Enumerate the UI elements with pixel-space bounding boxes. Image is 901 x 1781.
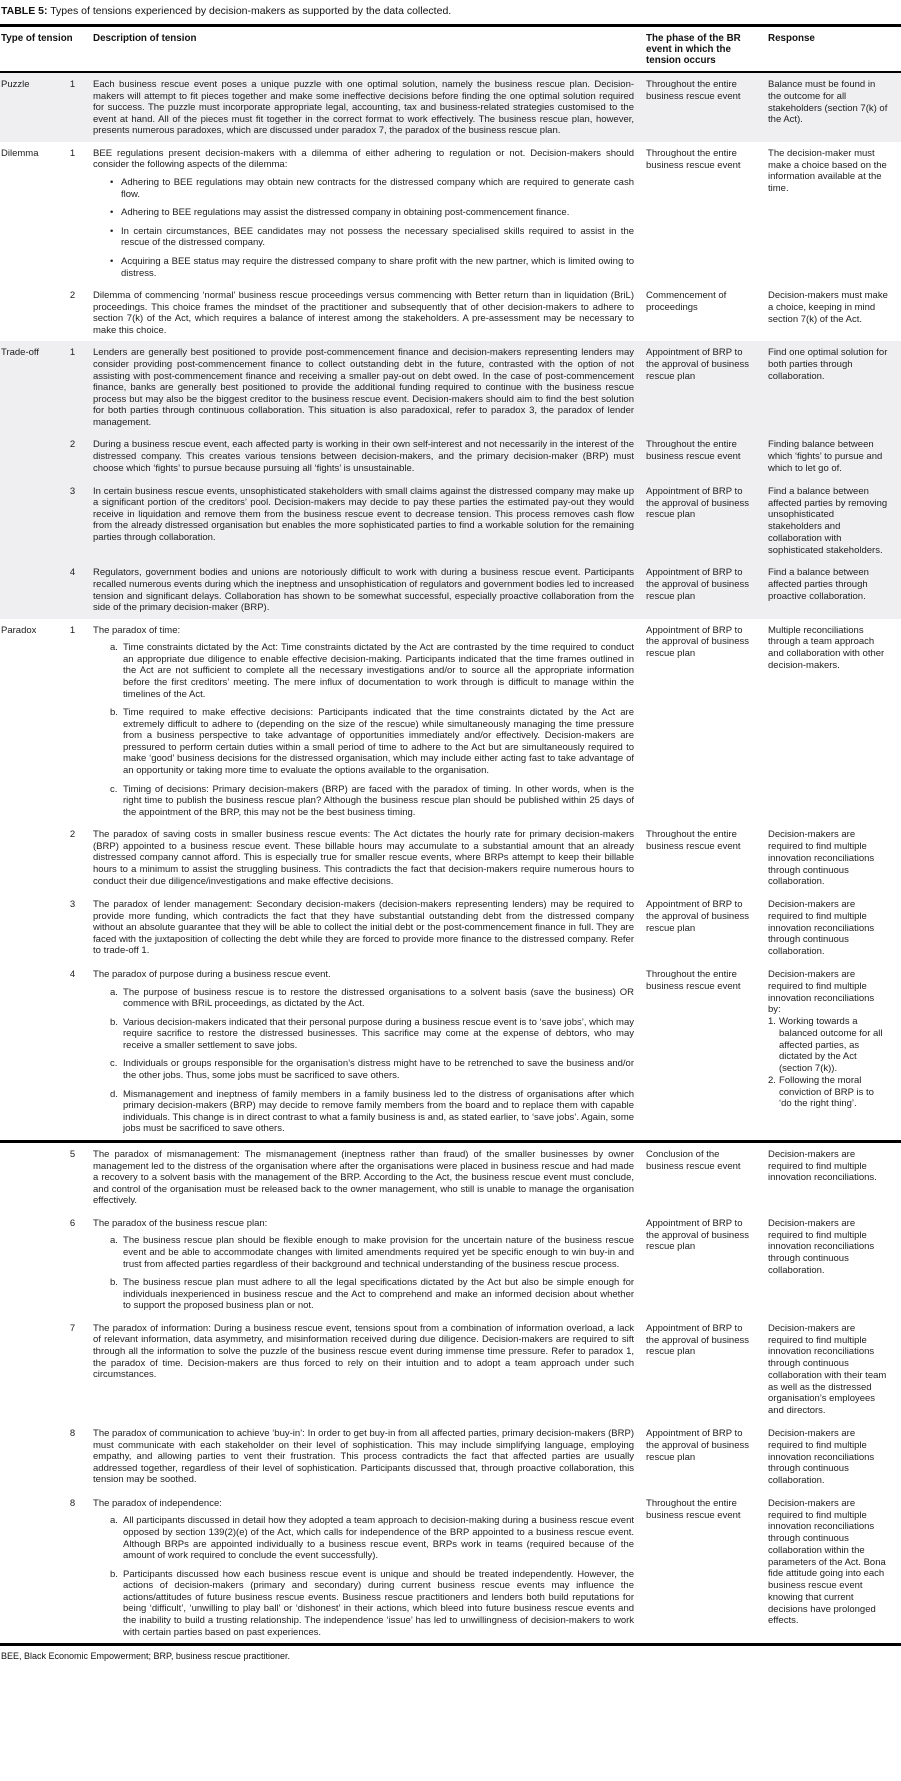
tension-type-cell [0, 561, 52, 618]
description-cell [93, 480, 646, 562]
description-paragraph: The paradox of communication to achieve ‘buy-in’: In order to get buy-in from all affected parties, primary decision-makers (BRP) must communicate with each stakeholder on their level of sophistication. This may include simplifying language, employing empathy, and allowing parties to vent their frustration. This process contradicts the fact that affected parties are usually addressed together, regardless of their level of sophistication. Participants discussed that, through proactive collaboration, this tension may be soothed. [93, 1427, 635, 1486]
description-paragraph: During a business rescue event, each affected party is working in their own self-interest and not necessarily in the interest of the distressed company. This creates various tensions between decision-makers, and the primary decision-maker (BRP) must choose which ‘fights’ to pursue because pursuing all ‘fights’ is unsustainable. [93, 439, 635, 474]
tension-number-cell: 2 [69, 829, 76, 841]
tension-type-cell [0, 284, 52, 341]
description-paragraph: The paradox of information: During a business rescue event, tensions spout from a combination of information overload, a lack of relevant information, data asymmetry, and misinformation received during due diligence. Decision-makers are required to sift through all the information to solve the puzzle of the business rescue event during immense time pressure. Refer to paradox 1, the paradox of time. Decision-makers are thus forced to rely on their intuition and to adopt a team approach under such circumstances. [93, 1322, 635, 1381]
response-paragraph: Decision-makers are required to find multiple innovation reconciliations by: [768, 968, 875, 1016]
phase-cell: Throughout the entire business rescue event [646, 439, 741, 463]
lettered-list [110, 642, 634, 818]
number-marker: 1. [768, 1016, 776, 1028]
phase-cell: Throughout the entire business rescue event [646, 79, 741, 102]
letter-marker: a. [110, 1515, 118, 1527]
response-paragraph: Decision-makers are required to find multiple innovation reconciliations through continuous collaboration. [768, 1217, 875, 1276]
response-cell [768, 341, 901, 433]
tension-type-cell: Puzzle [1, 79, 30, 90]
description-cell [93, 1492, 646, 1645]
description-paragraph: BEE regulations present decision-makers with a dilemma of either adhering to regulation or not. Decision-makers should consider the following aspects of the dilemma: [93, 147, 635, 171]
response-paragraph: Decision-makers are required to find multiple innovation reconciliations. [768, 1148, 877, 1184]
bullet-marker: • [110, 255, 114, 267]
description-cell [93, 433, 646, 479]
tension-type-cell [0, 433, 52, 479]
description-paragraph: The paradox of the business rescue plan: [93, 1217, 268, 1229]
letter-marker: c. [110, 1058, 118, 1070]
table-title-label: TABLE 5: [1, 5, 48, 17]
description-paragraph: The paradox of purpose during a business rescue event. [93, 968, 331, 980]
phase-cell: Throughout the entire business rescue event [646, 968, 741, 992]
tension-number-cell: 6 [69, 1217, 76, 1229]
letter-marker: b. [110, 1016, 118, 1028]
table-row [0, 1317, 901, 1422]
response-cell [768, 1422, 901, 1492]
response-paragraph: Decision-makers are required to find multiple innovation reconciliations through continuous collaboration with their team as well as the distressed organisation’s employees and directors. [768, 1322, 887, 1417]
table-row [0, 142, 901, 284]
bullet-text: In certain circumstances, BEE candidates may not possess the necessary specialised skills required to assist in the rescue of the distressed company. [121, 225, 635, 249]
phase-cell: Appointment of BRP to the approval of business rescue plan [646, 567, 749, 602]
table-row [0, 1141, 901, 1211]
bullet-item [110, 177, 634, 200]
lettered-text: Time constraints dictated by the Act: Time constraints dictated by the Act are contrasted by the time required to conduct an appropriate due diligence to enable effective decision-making. Participants indicated that the time frames outlined in the Act are not sufficient to complete all the necessary investigations and/or to source all the appropriate information before the first creditors’ meeting. The mere influx of documentation to work through is difficult to manage within the timelines of the Act. [123, 642, 635, 700]
letter-marker: b. [110, 1568, 118, 1580]
tension-number-cell: 8 [69, 1497, 76, 1509]
response-paragraph: Decision-makers are required to find multiple innovation reconciliations through continuous collaboration. [768, 899, 875, 958]
response-cell [768, 480, 901, 562]
tension-type-cell [0, 963, 52, 1141]
lettered-text: Time required to make effective decisions: Participants indicated that the time constraints dictated by the Act are extremely difficult to adhere to (depending on the size of the rescue) while simultaneously managing the time pressure from a business perspective to take advantage of opportunities immediately and/or effectively. Decision-makers are pressured to perform certain duties within a small period of time to adhere to the Act but are simultaneously required to make ‘good’ business decisions for the distressed organisation, which may include either acting fast to take advantage of an opportunity or taking more time to evaluate the options available to the organisation. [123, 707, 635, 777]
table-row [0, 823, 901, 893]
response-paragraph: The decision-maker must make a choice based on the information available at the time. [768, 147, 887, 195]
table-row [0, 561, 901, 618]
tension-type-cell: Paradox [1, 624, 37, 636]
tension-type-cell: Trade-off [1, 347, 40, 359]
table-row [0, 480, 901, 562]
lettered-item [110, 1017, 634, 1052]
header-description: Description of tension [93, 26, 646, 73]
response-cell [768, 72, 901, 142]
tension-type-cell [0, 823, 52, 893]
header-response: Response [768, 26, 901, 73]
response-cell [768, 963, 901, 1141]
table-header [0, 26, 901, 73]
response-cell [768, 1492, 901, 1645]
description-paragraph: The paradox of mismanagement: The mismanagement (ineptness rather than fraud) of the smaller businesses by owner management led to the distress of the organisation where after the organisations were placed in business rescue and had made a recovery to a solvent basis with the management of the BRP. According to the Act, the business rescue event must conclude, and control of the organisation must be released back to the owner management, who still is unable to manage the organisation effectively. [93, 1148, 635, 1207]
table-row [0, 1212, 901, 1317]
response-paragraph: Find a balance between affected parties by removing unsophisticated stakeholders and collaboration with sophisticated stakeholders. [768, 485, 888, 556]
lettered-item [110, 1235, 634, 1270]
description-cell [93, 72, 646, 142]
bullet-list [110, 177, 634, 279]
phase-cell: Appointment of BRP to the approval of business rescue plan [646, 624, 749, 660]
response-paragraph: Find one optimal solution for both parties through collaboration. [768, 347, 888, 382]
lettered-text: All participants discussed in detail how they adopted a team approach to decision-making during a business rescue event opposed by section 139(2)(e) of the Act, which calls for independence of the BRP appointed to a business rescue event. Although BRPs are appointed individually to a business rescue event, BRPs work in teams (required because of the amount of work required to conclude the event successfully). [123, 1515, 635, 1562]
phase-cell: Appointment of BRP to the approval of business rescue plan [646, 1322, 749, 1358]
description-cell [93, 561, 646, 618]
response-paragraph: Balance must be found in the outcome for all stakeholders (section 7(k) of the Act). [768, 79, 888, 126]
tension-type-cell [0, 1422, 52, 1492]
phase-cell: Appointment of BRP to the approval of business rescue plan [646, 1217, 749, 1253]
numbered-text: Following the moral conviction of BRP is to ‘do the right thing’. [779, 1074, 874, 1110]
bullet-item [110, 226, 634, 249]
bullet-text: Adhering to BEE regulations may obtain new contracts for the distressed company which are required to generate cash flow. [121, 177, 635, 200]
description-cell [93, 284, 646, 341]
lettered-text: Mismanagement and ineptness of family members in a family business led to the distress of organisations after which primary decision-makers (BRP) may decide to remove family members from the board and to replace them with capable individuals. This change is in direct contrast to what a family business is and, as stated earlier, to ‘save jobs’. Again, some jobs must be sacrificed to save others. [123, 1088, 635, 1135]
tension-type-cell [0, 893, 52, 963]
phase-cell: Conclusion of the business rescue event [646, 1141, 768, 1211]
lettered-item [110, 1569, 634, 1638]
response-cell [768, 1141, 901, 1211]
letter-marker: d. [110, 1088, 118, 1100]
lettered-list [110, 1515, 634, 1638]
tension-number-cell: 1 [69, 624, 76, 636]
description-cell [93, 1212, 646, 1317]
phase-cell: Throughout the entire business rescue event [646, 147, 741, 171]
lettered-item [110, 1089, 634, 1135]
lettered-item [110, 1515, 634, 1561]
table-title [0, 0, 901, 24]
bullet-marker: • [110, 177, 114, 189]
table-body [0, 72, 901, 1645]
description-cell [93, 1141, 646, 1211]
table-row [0, 341, 901, 433]
tension-number-cell: 4 [69, 968, 76, 980]
lettered-text: The purpose of business rescue is to restore the distressed organisations to a solvent basis (save the business) OR commence with BRiL proceedings, as dictated by the Act. [123, 986, 635, 1010]
tension-number-cell: 2 [69, 439, 76, 451]
letter-marker: a. [110, 1235, 118, 1247]
lettered-text: Participants discussed how each business rescue event is unique and should be treated independently. However, the actions of decision-makers (primary and secondary) during current business rescue events may influence the actions/attitudes of future business rescue events. Business rescue practitioners and lenders both build reputations for being ‘difficult’, ‘unwilling to play ball’ or ‘dishonest’ in their actions, which bleed into future business rescue events and the inability to build a trusting relationship. The independence ‘issue’ has led to unwillingness of decision-makers to work with certain parties based on past experiences. [123, 1568, 635, 1638]
tension-number-cell: 8 [69, 1427, 76, 1439]
lettered-item [110, 642, 634, 700]
lettered-item [110, 1277, 634, 1312]
tension-number-cell: 5 [52, 1141, 93, 1211]
lettered-item [110, 707, 634, 776]
description-cell [93, 823, 646, 893]
phase-cell: Appointment of BRP to the approval of business rescue plan [646, 485, 749, 521]
numbered-item [768, 1075, 889, 1110]
lettered-text: The business rescue plan should be flexible enough to make provision for the uncertain nature of the business rescue event and be able to accommodate changes with limited amendments required yet be specific enough to win buy-in and trust from affected parties regardless of their background and technical understanding of the business rescue process. [123, 1235, 635, 1270]
tension-type-cell: Dilemma [1, 147, 39, 159]
tension-type-cell [0, 480, 52, 562]
lettered-text: Timing of decisions: Primary decision-makers (BRP) are faced with the paradox of timing. In other words, when is the right time to publish the business rescue plan? Although the business rescue plan should be published within 25 days of the appointment of the BRP, this may not be the best business timing. [123, 783, 635, 818]
response-paragraph: Decision-makers must make a choice, keeping in mind section 7(k) of the Act. [768, 290, 888, 325]
table-row [0, 893, 901, 963]
lettered-text: The business rescue plan must adhere to all the legal specifications dictated by the Act but also be simple enough for individuals inexperienced in business rescue and the Act to comprehend and make an informed decision about whether to support the proposed business plan or not. [123, 1277, 635, 1312]
phase-cell: Throughout the entire business rescue event [646, 1497, 741, 1521]
lettered-text: Various decision-makers indicated that their personal purpose during a business rescue event is to ‘save jobs’, which may require sacrifice to restore the distressed businesses. This sacrifice may come at the expense of debtors, who may receive a smaller settlement to save jobs. [123, 1016, 635, 1051]
lettered-item [110, 784, 634, 819]
numbered-text: Working towards a balanced outcome for all affected parties, as dictated by the Act (section 7(k)). [779, 1016, 883, 1075]
description-paragraph: Each business rescue event poses a unique puzzle with one optimal solution, namely the business rescue plan. Decision-makers will attempt to fit pieces together and make some ineffective decisions before finding the one optimal solution required for success. The puzzle must incorporate appropriate legal, accounting, tax and business-related strategies customised to the event at hand. All of the pieces must fit together in the correct format to work effectively. The business rescue plan, however, presents numerous paradoxes, which are discussed under paradox 7, the paradox of the business rescue plan. [93, 79, 635, 137]
lettered-list [110, 1235, 634, 1311]
description-cell [93, 341, 646, 433]
tensions-table [0, 24, 901, 1646]
header-phase: The phase of the BR event in which the tension occurs [646, 26, 768, 73]
tension-number-cell: 1 [69, 347, 76, 359]
header-type-of-tension: Type of tension [0, 26, 93, 73]
bullet-item [110, 256, 634, 279]
lettered-list [110, 987, 634, 1135]
lettered-item [110, 1058, 634, 1081]
phase-cell: Appointment of BRP to the approval of business rescue plan [646, 899, 749, 934]
response-paragraph: Decision-makers are required to find multiple innovation reconciliations through continuous collaboration. [768, 829, 875, 888]
bullet-text: Acquiring a BEE status may require the distressed company to share profit with the new partner, which is limited owing to distress. [121, 255, 635, 279]
tension-number-cell: 3 [69, 899, 76, 911]
table-row [0, 433, 901, 479]
description-paragraph: Regulators, government bodies and unions are notoriously difficult to work with during a business rescue event. Participants recalled numerous events during which the ineptness and unsophistication of regulators and government bodies led to increased tension and significant delays. Collaboration has shown to be somewhat successful, especially proactive collaboration from the side of the primary decision-maker (BRP). [93, 567, 635, 614]
tension-type-cell [0, 1492, 52, 1645]
response-cell [768, 823, 901, 893]
numbered-item [768, 1016, 889, 1075]
phase-cell: Appointment of BRP to the approval of business rescue plan [646, 1427, 749, 1463]
description-cell [93, 619, 646, 824]
letter-marker: a. [110, 986, 118, 998]
letter-marker: a. [110, 642, 118, 654]
response-cell [768, 433, 901, 479]
lettered-item [110, 987, 634, 1010]
description-paragraph: The paradox of saving costs in smaller business rescue events: The Act dictates the hourly rate for primary decision-makers (BRP) appointed to a business rescue event. These billable hours may accumulate to a substantial amount that an already distressed company cannot afford. This is especially true for smaller rescue events, where BRPs attempt to keep their billable hours to a minimum to assist the struggling business. This contradicts the fact that decision-makers require numerous hours to conduct their due diligence/investigations and make effective decisions. [93, 829, 635, 887]
tension-number-cell: 4 [69, 567, 76, 579]
number-marker: 2. [768, 1074, 776, 1086]
bullet-text: Adhering to BEE regulations may assist the distressed company in obtaining post-commencement finance. [121, 207, 570, 219]
table-row [0, 963, 901, 1141]
response-cell [768, 619, 901, 824]
table-row [0, 284, 901, 341]
table-row [0, 619, 901, 824]
description-paragraph: The paradox of lender management: Secondary decision-makers (decision-makers representing lenders) may be required to provide more funding, which contradicts the fact that they have substantial outstanding debt from the distressed company without an absolute guarantee that they will be able to collect the initial debt or the post-commencement finance in full. They are faced with the juxtaposition of collecting the debt while they are forced to provide more finance to the distressed company. Refer to trade-off 1. [93, 899, 635, 957]
tension-type-cell [0, 1141, 52, 1211]
phase-cell: Throughout the entire business rescue event [646, 829, 741, 853]
table-row [0, 1492, 901, 1645]
tension-number-cell: 1 [69, 79, 76, 90]
table-title-text: Types of tensions experienced by decision-makers as supported by the data collected. [50, 5, 452, 17]
response-cell [768, 284, 901, 341]
response-cell [768, 1212, 901, 1317]
tension-number-cell: 1 [69, 147, 76, 159]
numbered-list [768, 1016, 889, 1110]
lettered-text: Individuals or groups responsible for the organisation’s distress might have to be retrenched to save the business and/or the other jobs. Thus, some jobs must be sacrificed to save others. [123, 1058, 635, 1082]
table-row [0, 72, 901, 142]
letter-marker: b. [110, 1277, 118, 1289]
bullet-item [110, 207, 634, 219]
response-cell [768, 142, 901, 284]
response-cell [768, 1317, 901, 1422]
description-paragraph: In certain business rescue events, unsophisticated stakeholders with small claims against the distressed company may make up a significant portion of the creditors’ pool. Decision-makers may decide to pay these parties the estimated pay-out they would receive in liquidation and remove them from the business rescue event to decrease tension. This process removes cash flow from the already distressed organisation but enables the more sophisticated parties to find a workable solution for the remaining parties through collaboration. [93, 485, 635, 544]
description-cell [93, 963, 646, 1141]
description-cell [93, 142, 646, 284]
description-cell [93, 1422, 646, 1492]
response-paragraph: Multiple reconciliations through a team approach and collaboration with other decision-makers. [768, 624, 885, 671]
response-paragraph: Decision-makers are required to find multiple innovation reconciliations through continuous collaboration. [768, 1427, 875, 1487]
table-row [0, 1422, 901, 1492]
letter-marker: c. [110, 783, 118, 795]
description-paragraph: Dilemma of commencing ‘normal’ business rescue proceedings versus commencing with Better return than in liquidation (BriL) proceedings. This choice frames the mindset of the practitioner and subsequently that of other decision-makers to adhere to section 7(k) of the Act, which requires a balance of interest among the stakeholders. A pre-assessment may be necessary to make this choice. [93, 290, 635, 336]
description-paragraph: Lenders are generally best positioned to provide post-commencement finance and decision-makers representing lenders may consider providing post-commencement finance to collect outstanding debt in the future, contrasted with the option of not assisting with post-commencement finance and receiving a smaller pay-out on debt owed. In the case of post-commencement finance, banks are generally best positioned to provide the additional funding required to continue with the business rescue process but may also be the biggest creditor to the business rescue event. Decision-makers should aim to find the best solution for both parties through continuous collaboration. This situation is also paradoxical, refer to paradox 3, the paradox of lender management. [93, 347, 635, 428]
phase-cell: Appointment of BRP to the approval of business rescue plan [646, 347, 749, 382]
description-cell [93, 893, 646, 963]
tension-number-cell: 3 [69, 485, 76, 497]
bullet-marker: • [110, 207, 114, 219]
description-paragraph: The paradox of independence: [93, 1497, 222, 1509]
response-cell [768, 561, 901, 618]
phase-cell: Commencement of proceedings [646, 290, 727, 313]
tension-number-cell: 7 [69, 1322, 76, 1334]
tension-type-cell [0, 1212, 52, 1317]
response-cell [768, 893, 901, 963]
response-paragraph: Decision-makers are required to find multiple innovation reconciliations through continuous collaboration within the parameters of the Act. Bona fide attitude going into each business rescue event knowing that current decisions have prolonged effects. [768, 1497, 886, 1627]
response-paragraph: Finding balance between which ‘fights’ to pursue and which to let go of. [768, 439, 883, 474]
bullet-marker: • [110, 225, 114, 237]
table-footnote: BEE, Black Economic Empowerment; BRP, business rescue practitioner. [1, 1651, 290, 1662]
letter-marker: b. [110, 707, 118, 719]
description-paragraph: The paradox of time: [93, 624, 181, 636]
tension-type-cell [0, 1317, 52, 1422]
tension-number-cell: 2 [69, 290, 76, 302]
response-paragraph: Find a balance between affected parties through proactive collaboration. [768, 567, 869, 602]
description-cell [93, 1317, 646, 1422]
